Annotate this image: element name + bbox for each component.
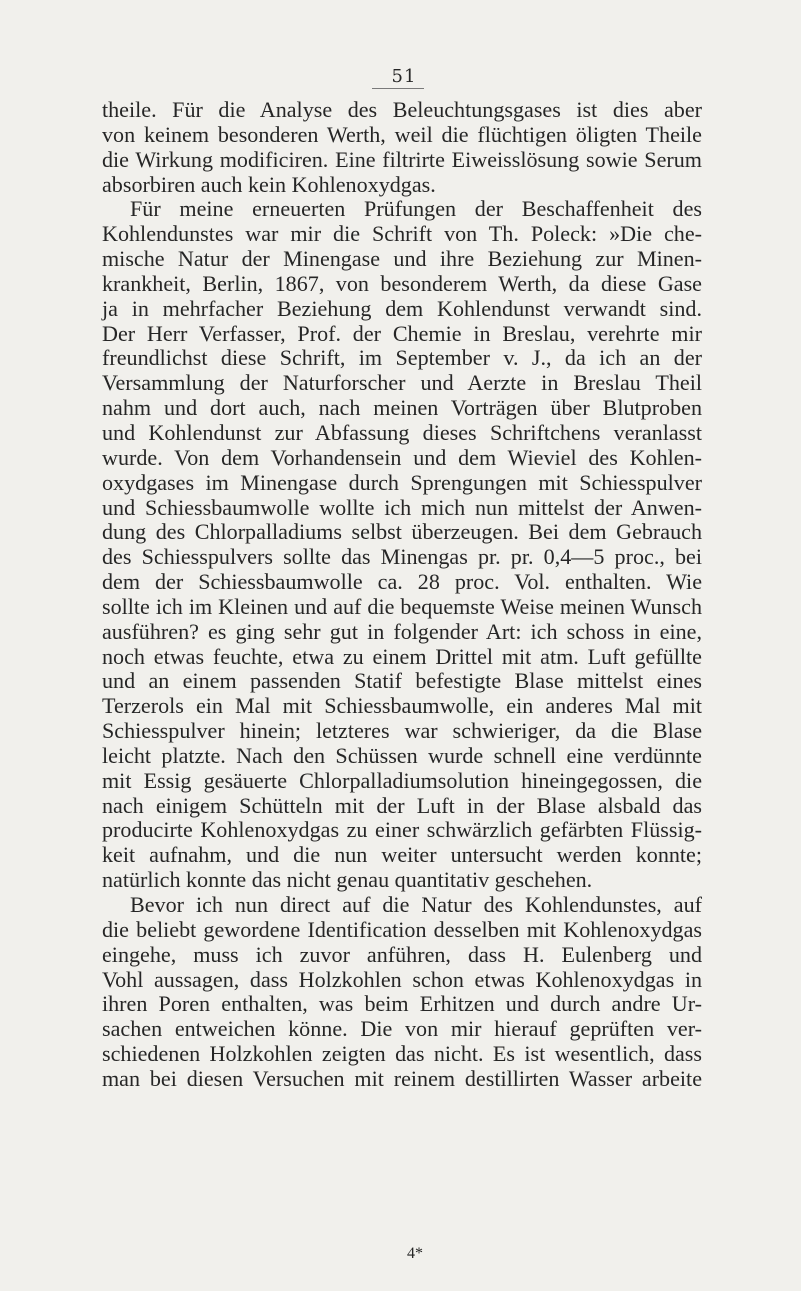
text-line: ihren Poren enthalten, was beim Erhitzen und durch andre Ur- [102, 991, 702, 1017]
text-line: freundlichst diese Schrift, im September v. J., da ich an der [102, 345, 702, 371]
text-line: mische Natur der Minengase und ihre Beziehung zur Minen- [102, 246, 702, 272]
text-line: leicht platzte. Nach den Schüssen wurde schnell eine verdünnte [102, 742, 702, 768]
text-line: keit aufnahm, und die nun weiter untersucht werden konnte; [102, 842, 702, 868]
text-line: Versammlung der Naturforscher und Aerzte in Breslau Theil [102, 370, 702, 396]
text-line: oxydgases im Minengase durch Sprengungen mit Schiesspulver [102, 469, 702, 495]
text-line: wurde. Von dem Vorhandensein und dem Wieviel des Kohlen- [102, 444, 702, 470]
text-line: Bevor ich nun direct auf die Natur des Kohlendunstes, auf [130, 892, 702, 917]
text-line: Der Herr Verfasser, Prof. der Chemie in Breslau, verehrte mir [102, 320, 702, 346]
text-line: und an einem passenden Statif befestigte Blase mittelst eines [102, 668, 702, 694]
text-line: nach einigem Schütteln mit der Luft in der Blase alsbald das [102, 792, 702, 818]
text-line: die Wirkung modificiren. Eine filtrirte Eiweisslösung sowie Serum [102, 146, 702, 172]
text-line: absorbiren auch kein Kohlenoxydgas. [102, 171, 436, 197]
text-line: von keinem besonderen Werth, weil die flüchtigen öligten Theile [102, 121, 702, 147]
text-line: Schiesspulver hinein; letzteres war schwieriger, da die Blase [102, 718, 702, 744]
text-line: ausführen? es ging sehr gut in folgender Art: ich schoss in eine, [102, 618, 702, 644]
text-line: man bei diesen Versuchen mit reinem destillirten Wasser arbeite [102, 1065, 702, 1091]
text-line: die beliebt gewordene Identification desselben mit Kohlenoxydgas [102, 916, 702, 942]
text-line: Terzerols ein Mal mit Schiessbaumwolle, ein anderes Mal mit [102, 693, 702, 719]
text-line: sollte ich im Kleinen und auf die bequemste Weise meinen Wunsch [102, 593, 702, 619]
page-number-rule [372, 88, 424, 89]
text-line: nahm und dort auch, nach meinen Vorträgen über Blutproben [102, 395, 702, 421]
text-line: Vohl aussagen, dass Holzkohlen schon etwas Kohlenoxydgas in [102, 966, 702, 992]
text-line: des Schiesspulvers sollte das Minengas pr. pr. 0,4—5 proc., bei [102, 544, 702, 570]
text-line: Für meine erneuerten Prüfungen der Beschaffenheit des [130, 196, 702, 222]
page-number: 51 [391, 66, 417, 87]
text-line: sachen entweichen könne. Die von mir hierauf geprüften ver- [102, 1016, 702, 1042]
text-line: theile. Für die Analyse des Beleuchtungsgases ist dies aber [102, 97, 702, 122]
text-line: natürlich konnte das nicht genau quantitativ geschehen. [102, 867, 593, 893]
signature-mark: 4* [407, 1245, 423, 1262]
text-line: ja in mehrfacher Beziehung dem Kohlendunst verwandt sind. [102, 295, 702, 321]
text-line: mit Essig gesäuerte Chlorpalladiumsolution hineingegossen, die [102, 767, 702, 793]
text-line: noch etwas feuchte, etwa zu einem Drittel mit atm. Luft gefüllte [102, 643, 702, 669]
text-line: dung des Chlorpalladiums selbst überzeugen. Bei dem Gebrauch [102, 519, 702, 545]
text-line: producirte Kohlenoxydgas zu einer schwärzlich gefärbten Flüssig- [102, 817, 702, 843]
text-line: dem der Schiessbaumwolle ca. 28 proc. Vol. enthalten. Wie [102, 569, 702, 595]
text-line: schiedenen Holzkohlen zeigten das nicht. Es ist wesentlich, dass [102, 1041, 702, 1067]
text-line: und Kohlendunst zur Abfassung dieses Schriftchens veranlasst [102, 419, 702, 445]
text-line: krankheit, Berlin, 1867, von besonderem Werth, da diese Gase [102, 270, 702, 296]
body-text [102, 98, 702, 1092]
text-line: eingehe, muss ich zuvor anführen, dass H. Eulenberg und [102, 941, 702, 967]
text-line: und Schiessbaumwolle wollte ich mich nun mittelst der Anwen- [102, 494, 702, 520]
text-line: Kohlendunstes war mir die Schrift von Th. Poleck: »Die che- [102, 221, 702, 247]
